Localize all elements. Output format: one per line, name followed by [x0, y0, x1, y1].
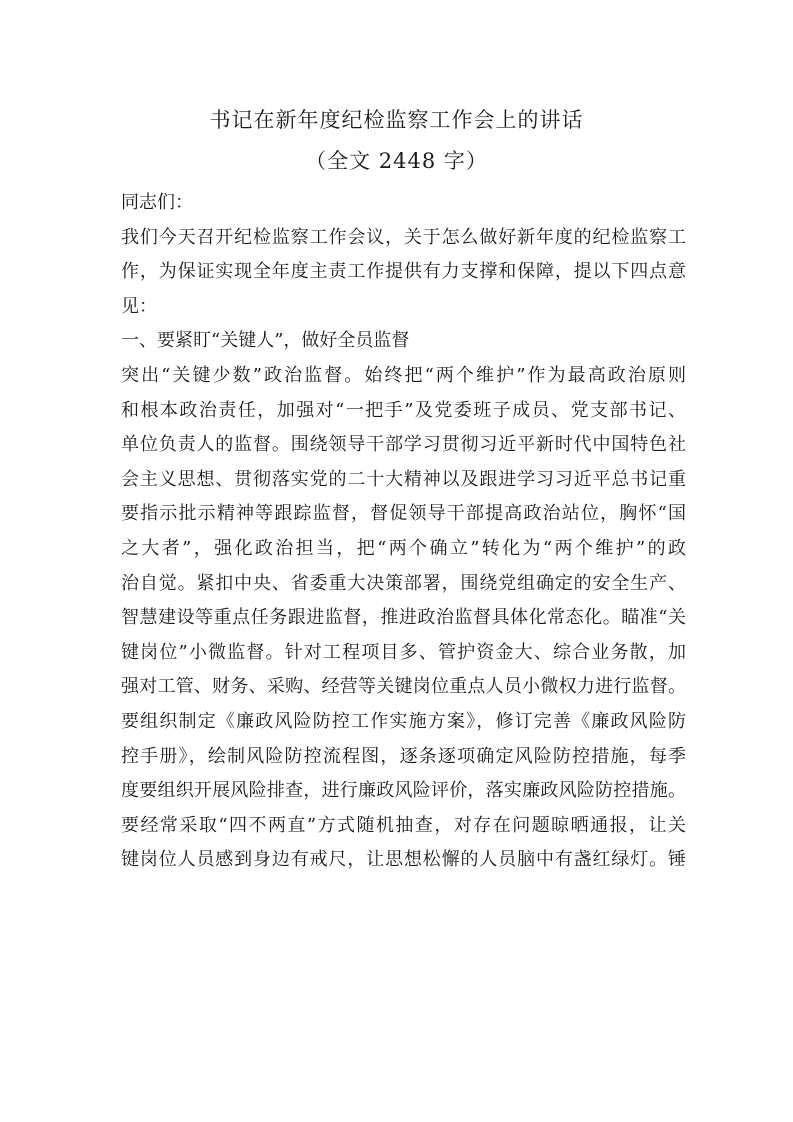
paragraph-line: 和根本政治责任，加强对“一把手”及党委班子成员、党支部书记、: [121, 399, 686, 421]
paragraph-line: 治自觉。紧扣中央、省委重大决策部署，围绕党组确定的安全生产、: [121, 572, 686, 594]
paragraph-line: 我们今天召开纪检监察工作会议，关于怎么做好新年度的纪检监察工: [121, 226, 686, 248]
paragraph-line: 强对工管、财务、采购、经营等关键岗位重点人员小微权力进行监督。: [121, 676, 686, 698]
paragraph-line: 控手册》，绘制风险防控流程图，逐条逐项确定风险防控措施，每季: [121, 745, 686, 767]
paragraph-line: 单位负责人的监督。围绕领导干部学习贯彻习近平新时代中国特色社: [121, 434, 686, 456]
paragraph-line: 要组织制定《廉政风险防控工作实施方案》，修订完善《廉政风险防: [121, 710, 686, 732]
paragraph-line: 键岗位人员感到身边有戒尺，让思想松懈的人员脑中有盏红绿灯。锤: [121, 849, 686, 871]
paragraph-line: 会主义思想、贯彻落实党的二十大精神以及跟进学习习近平总书记重: [121, 468, 686, 490]
document-title: 书记在新年度纪检监察工作会上的讲话: [209, 108, 584, 132]
document-body: [121, 186, 686, 878]
paragraph-line: 之大者”，强化政治担当，把“两个确立”转化为“两个维护”的政: [121, 537, 686, 559]
paragraph-line: 智慧建设等重点任务跟进监督，推进政治监督具体化常态化。瞄准“关: [121, 607, 686, 629]
paragraph-line: 见：: [121, 295, 157, 317]
section-heading: 一、要紧盯“关键人”，做好全员监督: [121, 330, 410, 352]
paragraph-line: 作，为保证实现全年度主责工作提供有力支撑和保障，提以下四点意: [121, 261, 686, 283]
paragraph-line: 度要组织开展风险排查，进行廉政风险评价，落实廉政风险防控措施。: [121, 780, 686, 802]
document-subtitle: （全文 2448 字）: [305, 149, 488, 173]
paragraph-line: 要指示批示精神等跟踪监督，督促领导干部提高政治站位，胸怀“国: [121, 503, 686, 525]
paragraph-line: 键岗位”小微监督。针对工程项目多、管护资金大、综合业务散，加: [121, 641, 686, 663]
paragraph-line: 突出“关键少数”政治监督。始终把“两个维护”作为最高政治原则: [121, 364, 686, 386]
paragraph-line: 要经常采取“四不两直”方式随机抽查，对存在问题晾晒通报，让关: [121, 814, 686, 836]
salutation: 同志们：: [121, 192, 193, 213]
